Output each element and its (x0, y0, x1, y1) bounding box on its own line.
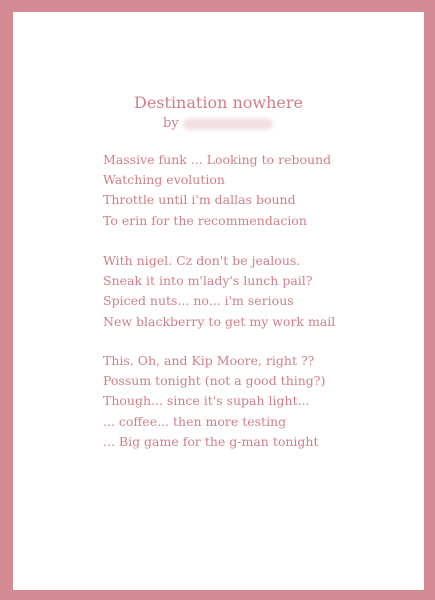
redacted-author-name (183, 118, 273, 130)
poem-line: ... Big game for the g-man tonight (103, 433, 319, 449)
stanza-2 (103, 251, 335, 332)
poem-line: Spiced nuts... no... i'm serious (103, 293, 294, 309)
poem-card (13, 12, 424, 590)
poem-line: Throttle until i'm dallas bound (103, 192, 296, 208)
poem-line: Sneak it into m'lady's lunch pail? (103, 273, 313, 289)
poem-line: ... coffee... then more testing (103, 413, 287, 429)
poem-line: Though... since it's supah light... (103, 393, 310, 409)
poem-line: With nigel. Cz don't be jealous. (103, 253, 301, 268)
stanza-1 (103, 150, 331, 231)
poem-line: To erin for the recommendacion (103, 212, 307, 228)
poem-line: Massive funk ... Looking to rebound (103, 152, 332, 167)
poem-title: Destination nowhere (134, 93, 303, 112)
poem-line: This. Oh, and Kip Moore, right ?? (103, 353, 315, 368)
author-byline (163, 115, 273, 133)
poem-line: New blackberry to get my work mail (103, 313, 336, 329)
poem-line: Watching evolution (103, 172, 225, 188)
byline-prefix: by (163, 116, 179, 131)
poem-line: Possum tonight (not a good thing?) (103, 373, 326, 389)
stanza-3 (103, 351, 325, 452)
